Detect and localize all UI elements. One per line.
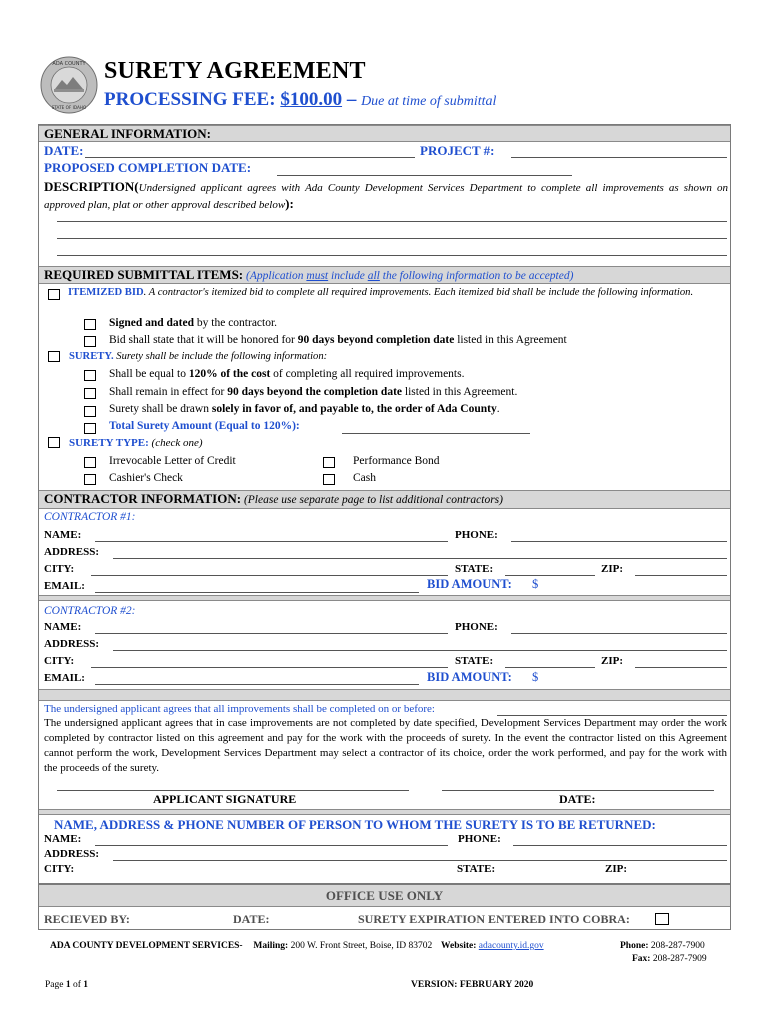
equal-bold: 120% of the cost — [188, 368, 271, 380]
honored-text — [109, 334, 567, 346]
cash-checkbox[interactable] — [323, 474, 335, 485]
submittal-note-pre: (Application — [243, 270, 307, 282]
submittal-note-must: must — [306, 270, 329, 282]
fee-amount: $100.00 — [280, 89, 343, 110]
c1-zip-label: ZIP: — [601, 563, 623, 575]
equal-120-text — [109, 368, 464, 380]
contractor-divider-2 — [39, 689, 730, 701]
return-address-field[interactable] — [113, 860, 727, 861]
c2-zip-label: ZIP: — [601, 655, 623, 667]
applicant-signature-field[interactable] — [57, 790, 409, 791]
surety-type-text — [69, 437, 203, 449]
form-frame — [38, 124, 731, 884]
c1-address-label: ADDRESS: — [44, 546, 100, 558]
c1-name-label: NAME: — [44, 529, 82, 541]
return-phone-field[interactable] — [513, 845, 727, 846]
equal-post: of completing all required improvements. — [270, 368, 465, 380]
return-address-label: ADDRESS: — [44, 848, 100, 860]
c2-city-field[interactable] — [91, 667, 448, 668]
description-block — [44, 179, 728, 213]
itemized-bid-checkbox[interactable] — [48, 289, 60, 300]
remain-bold: 90 days beyond the completion date — [227, 386, 403, 398]
c2-address-label: ADDRESS: — [44, 638, 100, 650]
c1-email-field[interactable] — [95, 592, 419, 593]
description-line-2[interactable] — [57, 238, 727, 239]
c1-phone-label: PHONE: — [455, 529, 498, 541]
version-label: VERSION: FEBRUARY 2020 — [411, 980, 534, 990]
description-line-3[interactable] — [57, 255, 727, 256]
drawn-bold: solely in favor of, and payable to, the order of Ada County — [211, 403, 497, 415]
itemized-bid-text — [68, 285, 728, 300]
project-label: PROJECT #: — [420, 143, 495, 158]
c2-phone-field[interactable] — [511, 633, 727, 634]
office-use-box — [38, 884, 731, 930]
return-name-field[interactable] — [95, 845, 448, 846]
footer-phone — [620, 941, 705, 951]
c2-name-field[interactable] — [95, 633, 448, 634]
cash-label: Cash — [353, 472, 376, 484]
description-line-1[interactable] — [57, 221, 727, 222]
applicant-signature-label: APPLICANT SIGNATURE — [153, 792, 297, 806]
contractor-heading-note: (Please use separate page to list additional contractors) — [241, 494, 503, 506]
general-info-heading: GENERAL INFORMATION: — [44, 126, 211, 141]
c2-email-field[interactable] — [95, 684, 419, 685]
c2-state-label: STATE: — [455, 655, 494, 667]
itemized-bid-desc: . A contractor's itemized bid to complete all required improvements. Each itemized bid shall be include the following information. — [143, 287, 694, 298]
return-city-label: CITY: — [44, 863, 75, 875]
description-text: Undersigned applicant agrees with Ada County Development Services Department to complete all improvements as shown on approved plan, plat or other approval described below — [44, 182, 728, 211]
signature-date-field[interactable] — [442, 790, 714, 791]
return-zip-label: ZIP: — [605, 863, 627, 875]
date-label: DATE: — [44, 143, 84, 158]
submittal-heading — [44, 267, 573, 283]
submittal-note-post: the following information to be accepted) — [379, 270, 574, 282]
fee-label: PROCESSING FEE: — [104, 89, 281, 110]
fee-dash: – — [342, 89, 362, 110]
page-total: 1 — [83, 980, 89, 990]
description-end: ): — [285, 196, 294, 211]
svg-text:ADA COUNTY: ADA COUNTY — [52, 61, 86, 67]
svg-text:STATE OF IDAHO: STATE OF IDAHO — [51, 105, 87, 110]
contractor-2-label: CONTRACTOR #2: — [44, 605, 136, 617]
fee-due-note: Due at time of submittal — [361, 94, 497, 109]
c2-name-label: NAME: — [44, 621, 82, 633]
footer-website-label: Website: — [441, 941, 477, 951]
footer-mailing-value: 200 W. Front Street, Boise, ID 83702 — [288, 941, 433, 951]
remain-pre: Shall remain in effect for — [109, 386, 228, 398]
total-surety-label: Total Surety Amount (Equal to 120%): — [109, 420, 300, 432]
footer-phone-label: Phone: — [620, 941, 649, 951]
honored-checkbox[interactable] — [84, 336, 96, 347]
return-heading: NAME, ADDRESS & PHONE NUMBER OF PERSON TO WHOM THE SURETY IS TO BE RETURNED: — [54, 817, 656, 832]
irrevocable-label: Irrevocable Letter of Credit — [109, 455, 236, 467]
c2-state-field[interactable] — [505, 667, 595, 668]
remain-effect-checkbox[interactable] — [84, 388, 96, 399]
signature-date-label: DATE: — [559, 792, 596, 806]
footer-fax-value: 208-287-7909 — [650, 954, 707, 964]
c1-phone-field[interactable] — [511, 541, 727, 542]
ada-county-seal-logo — [40, 56, 98, 114]
c2-bid-dollar: $ — [532, 670, 539, 684]
remain-effect-text — [109, 386, 517, 398]
processing-fee — [104, 89, 496, 111]
cobra-label: SURETY EXPIRATION ENTERED INTO COBRA: — [358, 912, 630, 926]
contractor-heading — [44, 491, 503, 507]
footer-phone-value: 208-287-7900 — [648, 941, 705, 951]
c2-zip-field[interactable] — [635, 667, 727, 668]
office-use-heading: OFFICE USE ONLY — [39, 885, 730, 907]
c2-phone-label: PHONE: — [455, 621, 498, 633]
c2-bid-amount-label: BID AMOUNT: — [427, 670, 512, 684]
page-number — [45, 980, 88, 990]
page-num: 1 — [65, 980, 71, 990]
c1-zip-field[interactable] — [635, 575, 727, 576]
drawn-pre: Surety shall be drawn — [109, 403, 212, 415]
page-pre: Page — [45, 980, 66, 990]
return-phone-label: PHONE: — [458, 833, 501, 845]
drawn-favor-checkbox[interactable] — [84, 406, 96, 417]
equal-pre: Shall be equal to — [109, 368, 189, 380]
footer-address-line — [50, 941, 544, 951]
c1-name-field[interactable] — [95, 541, 448, 542]
c1-state-label: STATE: — [455, 563, 494, 575]
remain-post: listed in this Agreement. — [402, 386, 518, 398]
performance-bond-checkbox[interactable] — [323, 457, 335, 468]
received-by-label: RECIEVED BY: — [44, 912, 130, 926]
surety-checkbox[interactable] — [48, 351, 60, 362]
return-state-label: STATE: — [457, 863, 496, 875]
equal-120-checkbox[interactable] — [84, 370, 96, 381]
return-name-label: NAME: — [44, 833, 82, 845]
surety-type-label: SURETY TYPE: — [69, 437, 149, 449]
total-surety-checkbox[interactable] — [84, 423, 96, 434]
total-surety-field[interactable] — [342, 433, 530, 434]
page-mid: of — [70, 980, 84, 990]
c2-email-label: EMAIL: — [44, 672, 85, 684]
contractor-1-label: CONTRACTOR #1: — [44, 511, 136, 523]
itemized-bid-label: ITEMIZED BID — [68, 287, 144, 298]
c2-city-label: CITY: — [44, 655, 75, 667]
footer-website-link[interactable]: adacounty.id.gov — [478, 941, 544, 951]
signed-dated-bold: Signed and dated — [109, 317, 195, 329]
return-divider — [39, 809, 730, 815]
description-label: DESCRIPTION( — [44, 179, 139, 194]
form-title: SURETY AGREEMENT — [104, 58, 366, 84]
submittal-note-all: all — [367, 270, 380, 282]
office-date-label: DATE: — [233, 912, 270, 926]
drawn-favor-text — [109, 403, 500, 415]
completion-date-label: PROPOSED COMPLETION DATE: — [44, 160, 252, 175]
honored-pre: Bid shall state that it will be honored for — [109, 334, 298, 346]
signed-dated-rest: by the contractor. — [194, 317, 278, 329]
honored-bold: 90 days beyond completion date — [297, 334, 455, 346]
contractor-divider-1 — [39, 595, 730, 601]
c1-address-field[interactable] — [113, 558, 727, 559]
surety-type-note: (check one) — [148, 437, 203, 449]
honored-post: listed in this Agreement — [454, 334, 567, 346]
footer-fax — [632, 954, 707, 964]
c1-bid-dollar: $ — [532, 577, 539, 591]
c1-bid-amount-label: BID AMOUNT: — [427, 577, 512, 591]
performance-bond-label: Performance Bond — [353, 455, 440, 467]
signed-dated-text — [109, 317, 277, 329]
c1-city-label: CITY: — [44, 563, 75, 575]
cobra-checkbox[interactable] — [655, 913, 669, 925]
c2-address-field[interactable] — [113, 650, 727, 651]
cashiers-check-label: Cashier's Check — [109, 472, 183, 484]
c1-email-label: EMAIL: — [44, 580, 85, 592]
footer-mailing-label: Mailing: — [253, 941, 289, 951]
submittal-heading-label: REQUIRED SUBMITTAL ITEMS: — [44, 267, 244, 282]
completion-date-field[interactable] — [277, 175, 572, 176]
irrevocable-checkbox[interactable] — [84, 457, 96, 468]
surety-type-checkbox[interactable] — [48, 437, 60, 448]
c1-state-field[interactable] — [505, 575, 595, 576]
surety-label: SURETY. — [69, 351, 114, 362]
surety-text — [69, 351, 327, 362]
drawn-post: . — [496, 403, 500, 415]
footer-fax-label: Fax: — [632, 954, 651, 964]
signed-dated-checkbox[interactable] — [84, 319, 96, 330]
c1-city-field[interactable] — [91, 575, 448, 576]
cashiers-check-checkbox[interactable] — [84, 474, 96, 485]
completion-agreement-line: The undersigned applicant agrees that all improvements shall be completed on or before: — [44, 703, 435, 715]
submittal-note-mid: include — [328, 270, 368, 282]
agreement-paragraph: The undersigned applicant agrees that in case improvements are not completed by date specified, Development Services Department may order the work completed by contractor listed on this agreement and pay for the work with the proceeds of surety. In the event the contractor listed on this Agreement cannot perform the work, Development Services Department may select a contractor of its choice, order the work performed, and pay for the work with the proceeds of the surety. — [44, 717, 727, 774]
footer-org: ADA COUNTY DEVELOPMENT SERVICES- — [50, 941, 243, 951]
surety-desc: Surety shall be include the following information: — [113, 351, 328, 362]
contractor-heading-label: CONTRACTOR INFORMATION: — [44, 491, 242, 506]
project-number-field[interactable] — [511, 157, 727, 158]
date-field[interactable] — [85, 157, 415, 158]
